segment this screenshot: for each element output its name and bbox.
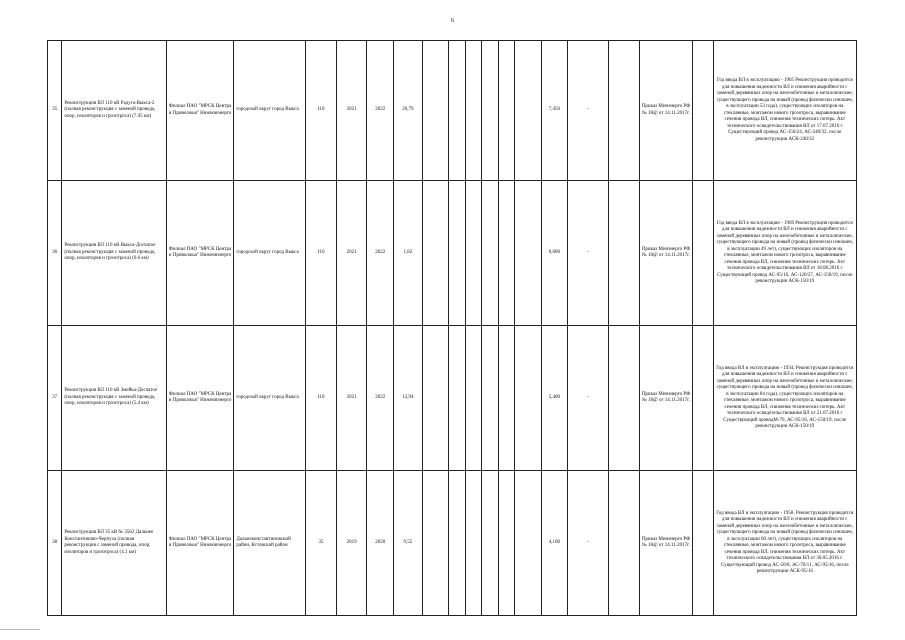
voltage: 35 — [306, 471, 337, 616]
year-start: 2021 — [336, 41, 367, 181]
row-index: 37 — [48, 326, 62, 471]
empty-cell — [693, 41, 713, 181]
empty-cell — [465, 326, 481, 471]
empty-cell — [449, 471, 465, 616]
order-ref: Приказ Минэнерго РФ № 18@ от 14.11.2017г. — [639, 326, 692, 471]
empty-cell — [514, 181, 541, 326]
empty-cell — [465, 471, 481, 616]
project-name: Реконструкция ВЛ 110 кВ Радуга-Выкса-2 (полная реконструкция с заменой провода, опор, изоляторов и грозотроса) (7.45 км) — [62, 41, 166, 181]
note: Год ввода ВЛ в эксплуатацию - 1965 Реконструкция проводится для повышения надежности ВЛ и снижения аварийности с заменой деревянных опор на железобетонные и металлические, существующего провода на новый (провод физически изношен, в эксплуатации 53 года), существующих изоляторов на стеклянные, монтажом нового грозотроса, выравнивание сечения провода ВЛ, снижения технических потерь. Акт технического освидетельствования ВЛ от 17.07.2016 г Существующий провод АС-150/24, АС-240/32, после реконструкции АСК-240/32 — [713, 41, 856, 181]
empty-cell — [449, 326, 465, 471]
empty-cell — [482, 471, 498, 616]
value: 1,82 — [394, 181, 423, 326]
empty-cell — [482, 41, 498, 181]
dash-cell: - — [568, 181, 609, 326]
value: 9,55 — [394, 471, 423, 616]
dash-cell: - — [568, 326, 609, 471]
row-index: 35 — [48, 41, 62, 181]
empty-cell — [465, 181, 481, 326]
organization: Филиал ПАО "МРСК Центра и Приволжья" Нижновэнерго — [166, 471, 234, 616]
empty-cell — [609, 326, 640, 471]
page-number: 6 — [451, 18, 454, 24]
year-end: 2022 — [367, 41, 394, 181]
value: 20,79 — [394, 41, 423, 181]
year-end: 2022 — [367, 181, 394, 326]
empty-cell — [422, 41, 449, 181]
order-ref: Приказ Минэнерго РФ № 18@ от 14.11.2017г. — [639, 181, 692, 326]
empty-cell — [609, 41, 640, 181]
table-row — [48, 471, 857, 616]
empty-cell — [422, 326, 449, 471]
row-index: 38 — [48, 471, 62, 616]
empty-cell — [693, 471, 713, 616]
note: Год ввода ВЛ в эксплуатацию - 1958. Реконструкция проводится для повышения надежности ВЛ и снижения аварийности с заменой деревянных опор на железобетонные и металлические, существующего провода на новый (провод физически изношен, в эксплуатации 60 лет), существующих изоляторов на стеклянные, монтажом нового грозотроса, выравнивание сечения провода ВЛ, снижения технических потерь. Акт технического освидетельствования ВЛ от 30.05.2016 г. Существующий провод АС-50/8, АС-70/11, АС-95/16, после реконструкции АСК-95/16 — [713, 471, 856, 616]
location: городской округ город Выкса — [234, 181, 306, 326]
project-name: Реконструкция ВЛ 35 кВ № 3562 Дальнее Константиново-Черпуха (полная реконструкция с заменой провода, опор, изоляторов и грозотроса) (4.1 км) — [62, 471, 166, 616]
empty-cell — [609, 181, 640, 326]
table-row — [48, 326, 857, 471]
order-ref: Приказ Минэнерго РФ № 18@ от 14.11.2017г. — [639, 41, 692, 181]
order-ref: Приказ Минэнерго РФ № 18@ от 14.11.2017г. — [639, 471, 692, 616]
empty-cell — [482, 326, 498, 471]
empty-cell — [609, 471, 640, 616]
organization: Филиал ПАО "МРСК Центра и Приволжья" Нижновэнерго — [166, 41, 234, 181]
year-start: 2021 — [336, 181, 367, 326]
empty-cell — [693, 326, 713, 471]
empty-cell — [498, 181, 514, 326]
location: городской округ город Выкса — [234, 41, 306, 181]
empty-cell — [449, 181, 465, 326]
year-start: 2019 — [336, 471, 367, 616]
note: Год ввода ВЛ в эксплуатацию - 1969 Реконструкция проводится для повышения надежности ВЛ и снижения аварийности с заменой деревянных опор на железобетонные и металлические, существующего провода на новый (провод физически изношен, в эксплуатации 49 лет), существующих изоляторов на стеклянные, монтажом нового грозотроса, выравнивание сечения провода ВЛ, снижения технических потерь. Акт технического освидетельствования ВЛ от 18.08.2016 г Существующий провод АС-95/16, АС-120/27, АС-150/19, после реконструкции АСК-150/19 — [713, 181, 856, 326]
value-secondary: 4,100 — [541, 471, 568, 616]
empty-cell — [422, 471, 449, 616]
empty-cell — [514, 471, 541, 616]
empty-cell — [498, 326, 514, 471]
empty-cell — [422, 181, 449, 326]
project-name: Реконструкция ВЛ 110 кВ Выкса-Досчатое (полная реконструкция с заменой провода, опор, изоляторов и грозотроса) (0.6 км) — [62, 181, 166, 326]
row-index: 36 — [48, 181, 62, 326]
project-name: Реконструкция ВЛ 110 кВ Змейка-Досчатое (полная реконструкция с заменой провода, опор, изоляторов и грозотроса) (5.4 км) — [62, 326, 166, 471]
value-secondary: 0,600 — [541, 181, 568, 326]
dash-cell: - — [568, 471, 609, 616]
projects-table — [47, 40, 857, 616]
voltage: 110 — [306, 326, 337, 471]
dash-cell: - — [568, 41, 609, 181]
value-secondary: 7,450 — [541, 41, 568, 181]
value: 12,94 — [394, 326, 423, 471]
table-row — [48, 41, 857, 181]
note: Год ввода ВЛ в эксплуатацию - 1934. Реконструкция проводится для повышения надежности ВЛ и снижения аварийности с заменой деревянных опор на железобетонные и металлические, существующего провода на новый (провод физически изношен, в эксплуатации 84 года), существующих изоляторов на стеклянные, монтажом нового грозотроса, выравнивание сечения провода ВЛ, снижения технических потерь. Акт технического освидетельствования ВЛ от 21.07.2016 г Существующий проводМ-70, АС-95/16, АС-150/19, после реконструкции АСК-150/19 — [713, 326, 856, 471]
empty-cell — [449, 41, 465, 181]
page-corner-mark — [0, 629, 40, 640]
voltage: 110 — [306, 181, 337, 326]
empty-cell — [514, 326, 541, 471]
empty-cell — [498, 41, 514, 181]
location: Дальнеконстантиновский район, Кстовский район — [234, 471, 306, 616]
year-start: 2021 — [336, 326, 367, 471]
voltage: 110 — [306, 41, 337, 181]
year-end: 2020 — [367, 471, 394, 616]
table-row — [48, 181, 857, 326]
empty-cell — [693, 181, 713, 326]
empty-cell — [498, 471, 514, 616]
empty-cell — [514, 41, 541, 181]
value-secondary: 5,400 — [541, 326, 568, 471]
organization: Филиал ПАО "МРСК Центра и Приволжья" Нижновэнерго — [166, 326, 234, 471]
empty-cell — [465, 41, 481, 181]
year-end: 2022 — [367, 326, 394, 471]
location: городской округ город Выкса — [234, 326, 306, 471]
empty-cell — [482, 181, 498, 326]
organization: Филиал ПАО "МРСК Центра и Приволжья" Нижновэнерго — [166, 181, 234, 326]
